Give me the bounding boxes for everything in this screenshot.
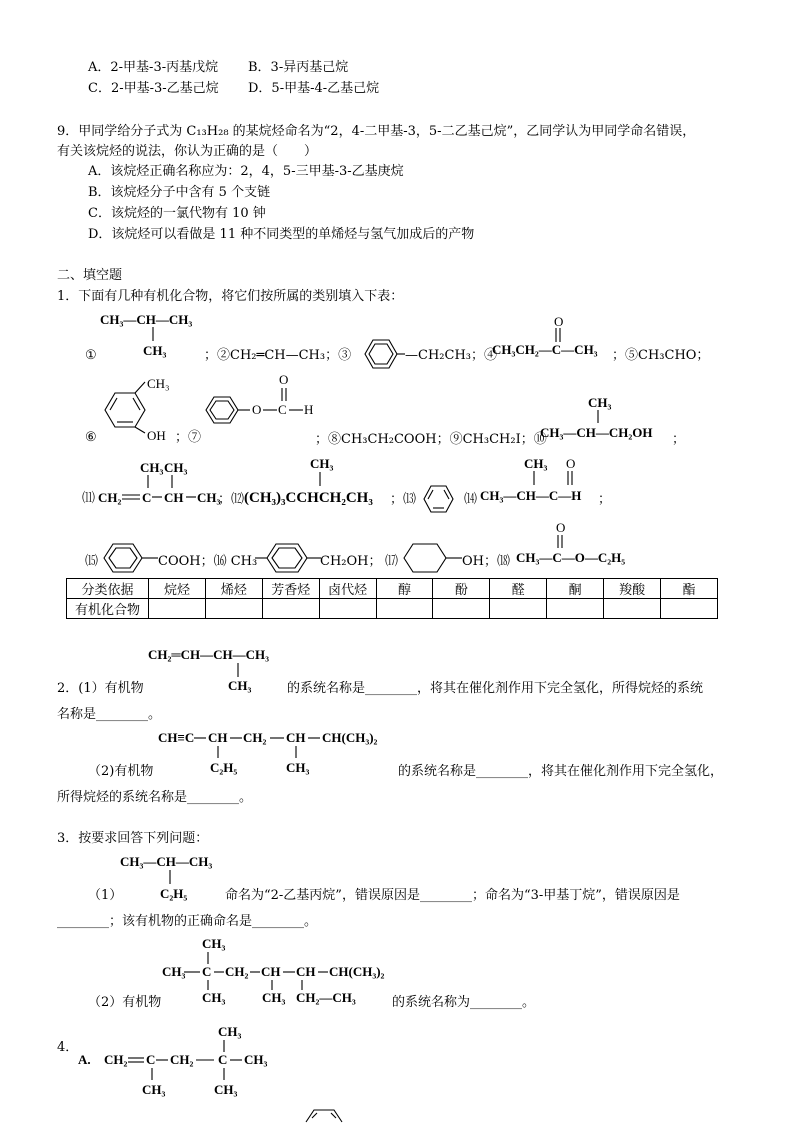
formula-text: CH₃ xyxy=(218,1024,242,1039)
formula-text: O xyxy=(279,372,289,387)
compound-4-tail: ；⑤CH₃CHO； xyxy=(612,348,710,363)
compound-17-tail: OH；⒅ xyxy=(462,554,510,569)
table-header-cell: 醇 xyxy=(376,579,433,599)
formula-text: C xyxy=(218,1052,228,1067)
q4-number: 4． xyxy=(57,1040,79,1055)
benzene-ring-icon xyxy=(300,1108,344,1128)
formula-text: CH₃ xyxy=(202,936,226,951)
q9-option-d: D．该烷烃可以看做是 11 种不同类型的单烯烃与氢气加成后的产物 xyxy=(88,227,475,242)
compound-6-label: ⑥ xyxy=(85,430,97,445)
formula-text: CH₃ xyxy=(197,490,221,505)
table-cell[interactable] xyxy=(547,599,604,619)
formula-text: OH xyxy=(147,428,166,443)
table-header-cell: 羧酸 xyxy=(604,579,661,599)
formula-text: CH(CH₃)₂ xyxy=(329,964,385,979)
compound-12-structure xyxy=(244,452,404,512)
q9-option-b: B．该烷烃分子中含有 5 个支链 xyxy=(88,185,271,200)
q2-structure-2 xyxy=(158,728,418,778)
compound-7-tail: ；⑧CH₃CH₂COOH；⑨CH₃CH₂I；⑩ xyxy=(315,432,547,447)
compound-2: ；②CH₂═CH—CH₃；③ xyxy=(204,348,352,363)
formula-text: CH xyxy=(296,964,316,979)
formula-text: CH≡C xyxy=(158,730,195,745)
q3-part1-c: ________；该有机物的正确命名是________。 xyxy=(57,914,318,929)
table-cell[interactable] xyxy=(149,599,206,619)
q2-structure-1 xyxy=(148,645,298,695)
formula-text: CH₂ xyxy=(225,964,249,979)
formula-text: C xyxy=(146,1052,156,1067)
q4-structure-a xyxy=(78,1022,298,1102)
q3-stem: 3．按要求回答下列问题： xyxy=(57,831,209,846)
compound-13-tail: ⒁ xyxy=(464,492,478,507)
compound-10-tail: ； xyxy=(672,432,686,447)
table-cell[interactable] xyxy=(205,599,262,619)
formula-text: CH₃ xyxy=(262,990,286,1005)
table-cell[interactable] xyxy=(376,599,433,619)
formula-text: O xyxy=(554,314,564,329)
compound-3-tail: —CH₂CH₃；④ xyxy=(405,348,497,363)
formula-text: CH₃—CH—CH₂OH xyxy=(540,425,653,440)
table-cell[interactable] xyxy=(319,599,376,619)
table-row xyxy=(67,599,718,619)
q8-option-c: C．2-甲基-3-乙基己烷 xyxy=(88,81,219,96)
formula-text: CH xyxy=(164,490,184,505)
compound-17-label: ⒄ xyxy=(385,554,399,569)
q2-part2-a: （2)有机物 xyxy=(88,764,154,779)
formula-text: CH₃ xyxy=(142,1082,166,1097)
q2-part2-b: 的系统名称是________，将其在催化剂作用下完全氢化， xyxy=(398,764,724,779)
compound-12-tail: ；⒀ xyxy=(390,492,417,507)
formula-text: CH₃ xyxy=(164,460,188,475)
formula-text: C xyxy=(142,490,152,505)
formula-text: CH xyxy=(208,730,228,745)
formula-text: C xyxy=(278,402,287,417)
formula-text: CH₃—CH—C—H xyxy=(480,488,582,503)
q1-stem: 1．下面有几种有机化合物，将它们按所属的类别填入下表： xyxy=(57,289,404,304)
formula-text: ⑾ xyxy=(82,490,96,505)
formula-text: C₂H₅ xyxy=(210,760,238,775)
compound-11-tail: ；⑿ xyxy=(218,492,245,507)
table-header-cell: 酮 xyxy=(547,579,604,599)
formula-text: CH xyxy=(261,964,281,979)
benzene-ring-icon xyxy=(355,336,405,372)
table-header-cell: 分类依据 xyxy=(67,579,149,599)
formula-text: CH₃ xyxy=(214,1082,238,1097)
table-header-cell: 醛 xyxy=(490,579,547,599)
table-header-row xyxy=(67,579,718,599)
compound-14-tail: ； xyxy=(598,492,612,507)
q2-part1-b: 的系统名称是________，将其在催化剂作用下完全氢化，所得烷烃的系统 xyxy=(287,681,704,696)
formula-text: CH₃ xyxy=(588,395,612,410)
formula-text: CH(CH₃)₂ xyxy=(322,730,378,745)
q3-structure-1 xyxy=(120,852,240,902)
compound-11-structure xyxy=(82,458,232,518)
formula-text: CH₂ xyxy=(104,1052,128,1067)
q9-option-a: A．该烷烃正确名称应为：2，4，5-三甲基-3-乙基庚烷 xyxy=(88,164,404,179)
formula-text: CH₃—CH—CH₃ xyxy=(120,854,213,869)
compound-6-structure xyxy=(95,370,185,450)
q8-option-a: A．2-甲基-3-丙基戊烷 xyxy=(88,60,219,75)
q8-option-b: B．3-异丙基己烷 xyxy=(248,60,349,75)
compound-1-label: ① xyxy=(85,348,97,363)
formula-text: CH₃ xyxy=(524,456,548,471)
q3-structure-2 xyxy=(162,934,402,1006)
compound-16-tail: CH₂OH； xyxy=(320,554,382,569)
compound-10-structure xyxy=(538,393,678,443)
q2-part1-a: 2．(1）有机物 xyxy=(57,681,144,696)
formula-text: CH₃ xyxy=(147,376,170,391)
benzene-ring-icon xyxy=(100,540,160,576)
q2-part1-c: 名称是________。 xyxy=(57,707,162,722)
formula-text: C₂H₅ xyxy=(160,886,188,901)
formula-text: CH₂═CH—CH—CH₃ xyxy=(148,647,270,662)
formula-text: (CH₃)₃CCHCH₂CH₃ xyxy=(244,490,373,506)
table-header-cell: 芳香烃 xyxy=(262,579,319,599)
formula-text: CH₃—CH—CH₃ xyxy=(100,312,193,327)
formula-text: CH₂ xyxy=(170,1052,194,1067)
q3-part1-a: （1） xyxy=(88,888,123,903)
table-cell[interactable] xyxy=(604,599,661,619)
compound-15-tail: COOH；⒃ CH₃ xyxy=(158,554,258,569)
q2-part2-c: 所得烷烃的系统名称是________。 xyxy=(57,790,253,805)
formula-text: CH₃ xyxy=(286,760,310,775)
formula-text: CH₃ xyxy=(310,456,334,471)
table-row-label: 有机化合物 xyxy=(67,599,149,619)
q9-stem-line1: 9．甲同学给分子式为 C₁₃H₂₈ 的某烷烃命名为“2，4-二甲基-3，5-二乙基己烷”，乙同学认为甲同学命名错误， xyxy=(57,124,696,139)
q3-part2-a: （2）有机物 xyxy=(88,995,162,1010)
q8-option-d: D．5-甲基-4-乙基己烷 xyxy=(248,81,380,96)
table-header-cell: 烯烃 xyxy=(205,579,262,599)
table-cell[interactable] xyxy=(661,599,718,619)
table-header-cell: 酚 xyxy=(433,579,490,599)
formula-text: CH xyxy=(286,730,306,745)
q9-option-c: C．该烷烃的一氯代物有 10 钟 xyxy=(88,206,266,221)
compound-18-structure xyxy=(516,518,676,568)
cyclohexane-ring-icon xyxy=(400,540,466,576)
compound-4-structure xyxy=(490,312,620,360)
compound-14-structure xyxy=(480,452,610,512)
q9-stem-line2: 有关该烷烃的说法，你认为正确的是（ ） xyxy=(57,144,318,159)
formula-text: O xyxy=(556,520,566,535)
q3-part2-b: 的系统名称为________。 xyxy=(392,995,536,1010)
formula-text: CH₃ xyxy=(244,1052,268,1067)
compound-7-structure xyxy=(200,370,320,430)
formula-text: CH₃ xyxy=(143,343,167,358)
formula-text: CH₃CH₂—C—CH₃ xyxy=(492,342,598,357)
table-cell[interactable] xyxy=(262,599,319,619)
formula-text: O xyxy=(566,456,576,471)
table-header-cell: 卤代烃 xyxy=(319,579,376,599)
table-header-cell: 酯 xyxy=(661,579,718,599)
q3-part1-b: 命名为“2-乙基丙烷”，错误原因是________；命名为“3-甲基丁烷”，错误原因是 xyxy=(225,888,680,903)
section-title: 二、填空题 xyxy=(57,268,123,283)
compound-6-tail: ；⑦ xyxy=(175,430,202,445)
formula-text: CH₂ xyxy=(243,730,267,745)
formula-text: C xyxy=(202,964,212,979)
formula-text: CH₃—C—O—C₂H₅ xyxy=(516,550,626,565)
table-header-cell: 烷烃 xyxy=(149,579,206,599)
formula-text: H xyxy=(304,402,314,417)
formula-text: O xyxy=(252,402,262,417)
table-cell[interactable] xyxy=(433,599,490,619)
compound-15-label: ⒂ xyxy=(85,554,99,569)
table-cell[interactable] xyxy=(490,599,547,619)
classification-table xyxy=(66,578,718,619)
formula-text: CH₃ xyxy=(140,460,164,475)
formula-text: A. xyxy=(78,1052,91,1067)
formula-text: CH₂—CH₃ xyxy=(296,990,356,1005)
formula-text: CH₃ xyxy=(202,990,226,1005)
benzene-ring-icon xyxy=(420,480,460,518)
formula-text: CH₂ xyxy=(98,490,122,505)
formula-text: CH₃ xyxy=(228,678,252,693)
formula-text: CH₃ xyxy=(162,964,186,979)
